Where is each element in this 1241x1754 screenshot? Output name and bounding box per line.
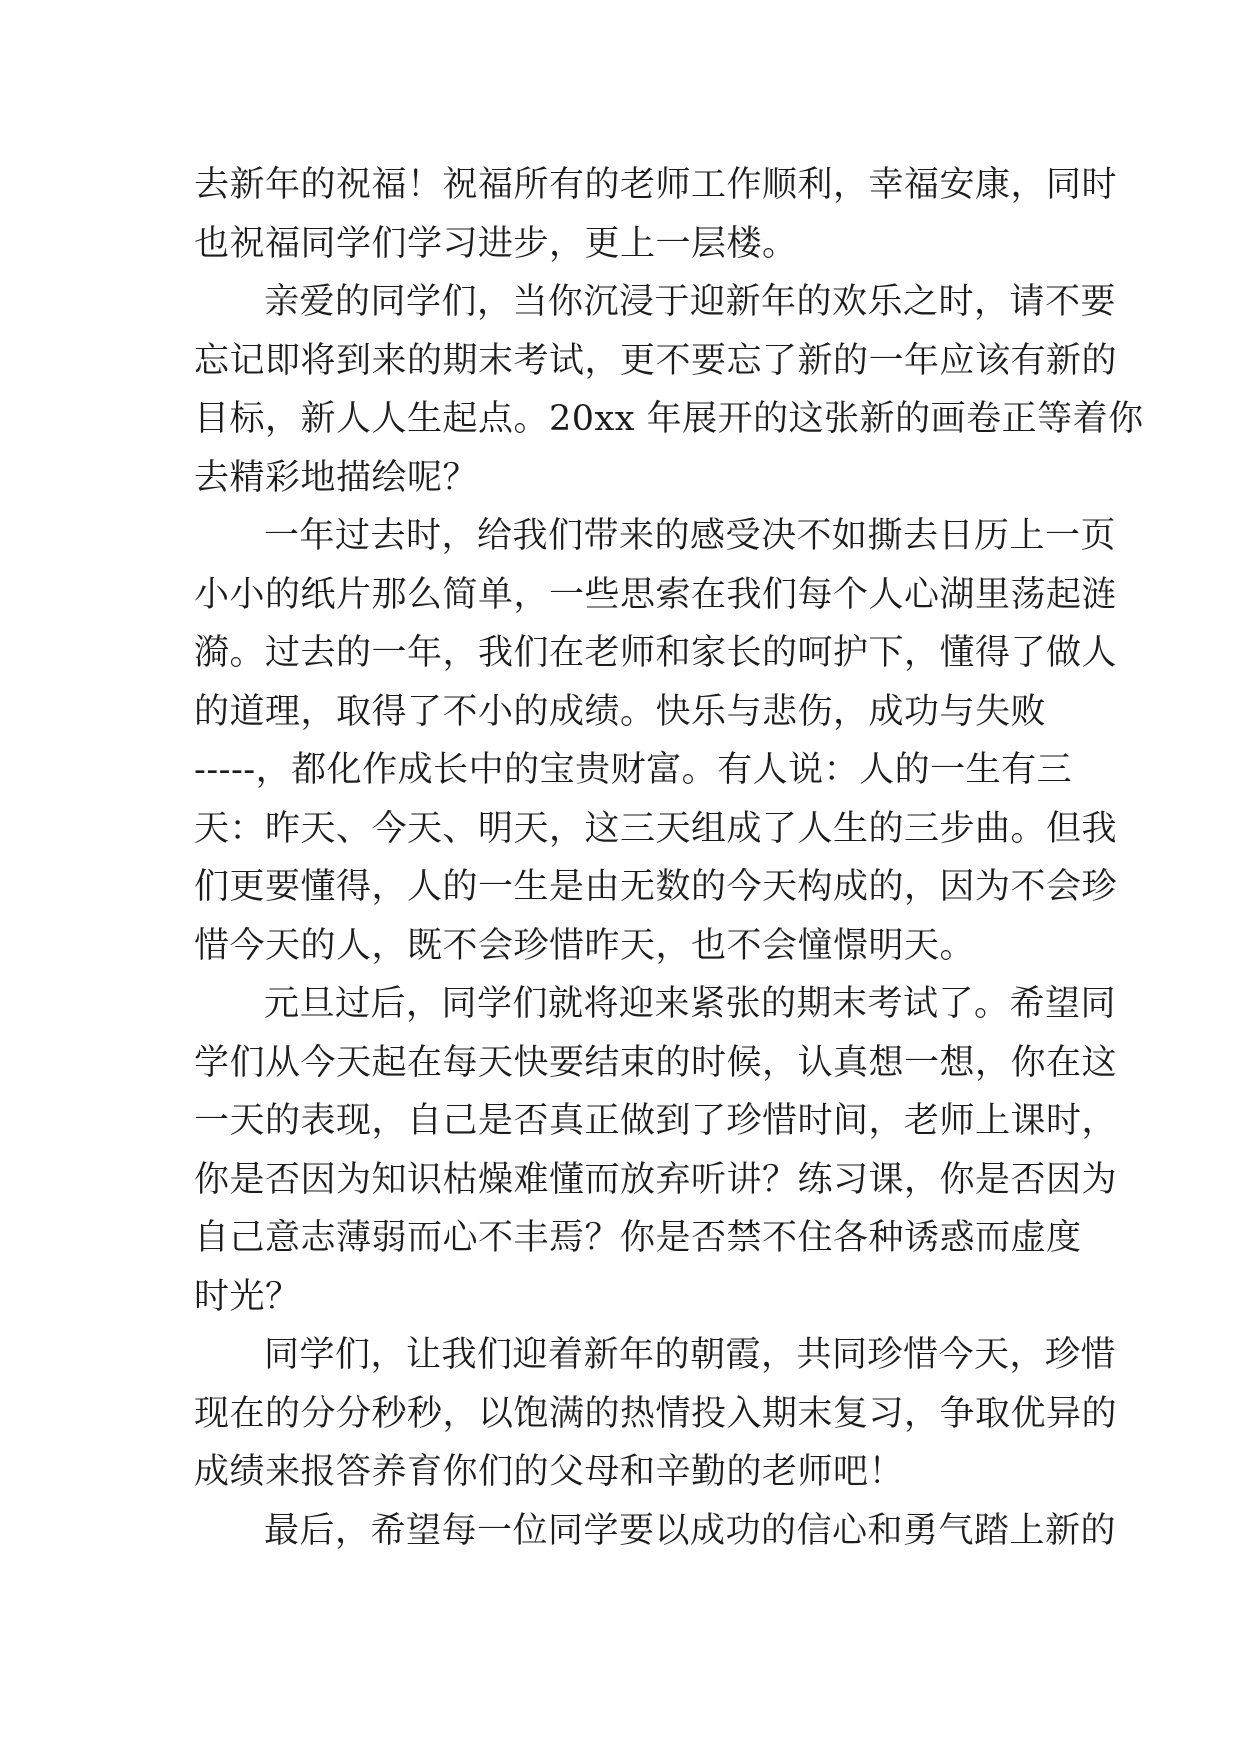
paragraph-first-line: 最后，希望每一位同学要以成功的信心和勇气踏上新的 (264, 1510, 1117, 1551)
text-line: 的道理，取得了不小的成绩。快乐与悲伤，成功与失败 (194, 691, 1047, 732)
text-line: 天：昨天、今天、明天，这三天组成了人生的三步曲。但我 (194, 808, 1118, 849)
text-line: 时光？ (194, 1276, 301, 1317)
text-line: 成绩来报答养育你们的父母和辛勤的老师吧！ (194, 1452, 905, 1492)
paragraph-first-line: 一年过去时，给我们带来的感受决不如撕去日历上一页 (264, 516, 1117, 556)
text-line: 你是否因为知识枯燥难懂而放弃听讲？练习课，你是否因为 (194, 1159, 1118, 1200)
paragraph-first-line: 同学们，让我们迎着新年的朝霞，共同珍惜今天，珍惜 (264, 1335, 1117, 1375)
text-line: 漪。过去的一年，我们在老师和家长的呵护下，懂得了做人 (194, 633, 1118, 673)
text-line: 学们从今天起在每天快要结束的时候，认真想一想，你在这 (194, 1042, 1118, 1083)
paragraph-first-line: 元旦过后，同学们就将迎来紧张的期末考试了。希望同 (264, 984, 1117, 1024)
text-line: 小小的纸片那么简单，一些思索在我们每个人心湖里荡起涟 (194, 574, 1118, 615)
text-line: -----，都化作成长中的宝贵财富。有人说：人的一生有三 (194, 750, 1073, 790)
text-line: 忘记即将到来的期末考试，更不要忘了新的一年应该有新的 (194, 340, 1118, 381)
text-line: 们更要懂得，人的一生是由无数的今天构成的，因为不会珍 (194, 867, 1118, 907)
text-line: 自己意志薄弱而心不丰焉？你是否禁不住各种诱惑而虚度 (194, 1218, 1082, 1258)
text-line: 惜今天的人，既不会珍惜昨天，也不会憧憬明天。 (194, 925, 976, 966)
text-line: 也祝福同学们学习进步，更上一层楼。 (194, 223, 798, 264)
text-line: 一天的表现，自己是否真正做到了珍惜时间，老师上课时， (194, 1101, 1118, 1141)
text-line: 去精彩地描绘呢？ (194, 457, 479, 498)
text-line: 现在的分分秒秒，以饱满的热情投入期末复习，争取优异的 (194, 1393, 1118, 1434)
paragraph-first-line: 亲爱的同学们，当你沉浸于迎新年的欢乐之时，请不要 (264, 282, 1117, 322)
text-line: 去新年的祝福！祝福所有的老师工作顺利，幸福安康，同时 (194, 165, 1118, 205)
document-body (194, 156, 1144, 1560)
text-line: 目标，新人人生起点。20xx 年展开的这张新的画卷正等着你 (194, 399, 1144, 439)
